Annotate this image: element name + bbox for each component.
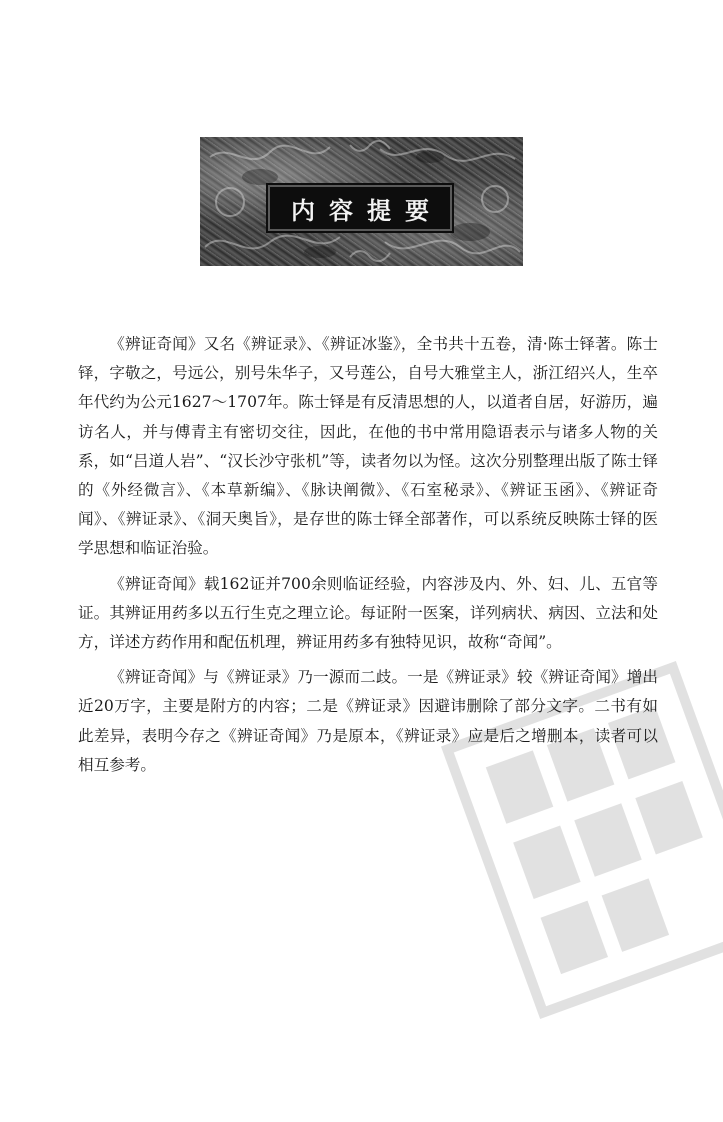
- header-banner: [200, 137, 523, 266]
- paragraph-2: 《辨证奇闻》载162证并700余则临证经验，内容涉及内、外、妇、儿、五官等证。其辨证用药多以五行生克之理立论。每证附一医案，详列病状、病因、立法和处方，详述方药作用和配伍机理，辨证用药多有独特见识，故称“奇闻”。: [78, 574, 658, 652]
- page-title: 内容提要: [291, 195, 443, 225]
- paragraph-3: 《辨证奇闻》与《辨证录》乃一源而二歧。一是《辨证录》较《辨证奇闻》增出近20万字，主要是附方的内容；二是《辨证录》因避讳删除了部分文字。二书有如此差异，表明今存之《辨证奇闻》乃是原本，《辨证录》应是后之增删本，读者可以相互参考。: [78, 668, 658, 774]
- paragraph-1: 《辨证奇闻》又名《辨证录》、《辨证冰鉴》，全书共十五卷，清·陈士铎著。陈士铎，字敬之，号远公，别号朱华子，又号莲公，自号大雅堂主人，浙江绍兴人，生卒年代约为公元1627～1707年。陈士铎是有反清思想的人，以道者自居，好游历，遍访名人，并与傅青主有密切交往，因此，在他的书中常用隐语表示与诸多人物的关系，如“吕道人岩”、“汉长沙守张机”等，读者勿以为怪。这次分别整理出版了陈士铎的《外经微言》、《本草新编》、《脉诀阐微》、《石室秘录》、《辨证玉函》、《辨证奇闻》、《辨证录》、《洞天奥旨》，是存世的陈士铎全部著作，可以系统反映陈士铎的医学思想和临证治验。: [78, 335, 658, 558]
- title-plate: [266, 183, 454, 233]
